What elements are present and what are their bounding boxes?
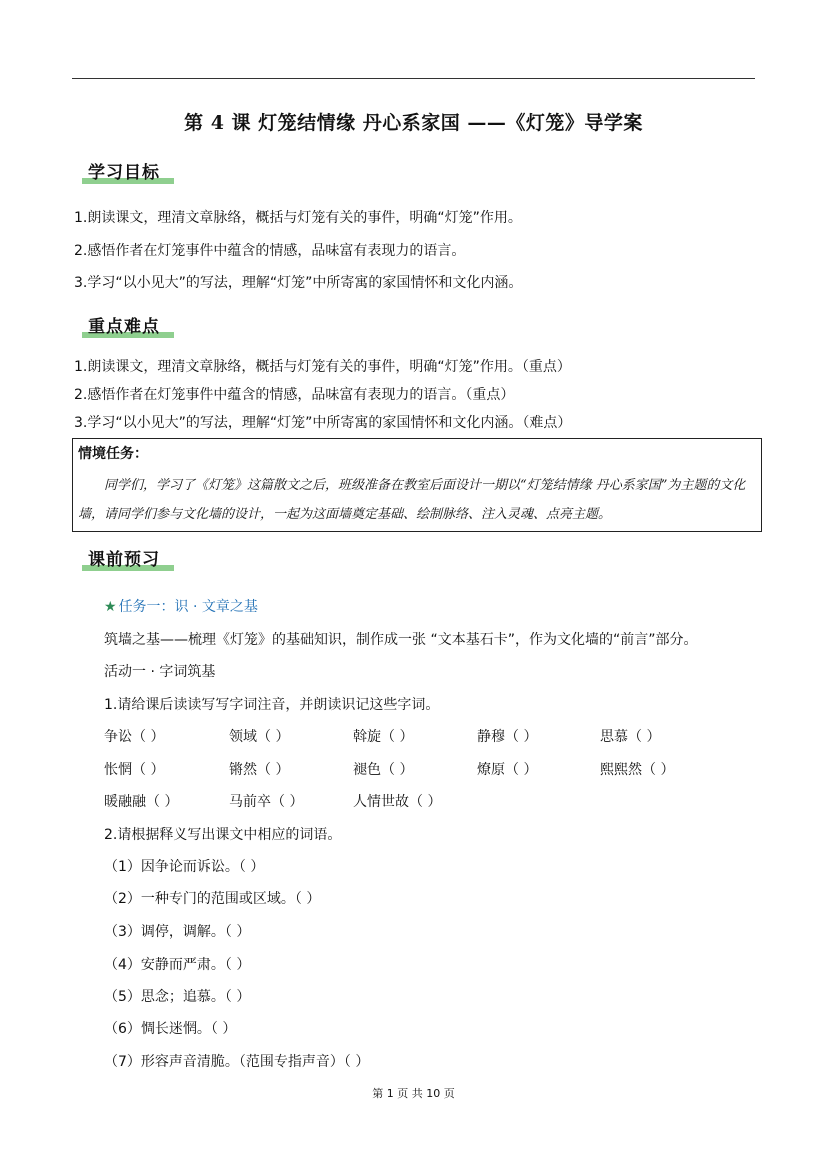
definition-item: （6）惆长迷惘。（ ） [104,1021,237,1037]
key-item: 3.学习“以小见大”的写法，理解“灯笼”中所寄寓的家国情怀和文化内涵。（难点） [74,415,572,431]
definition-item: （1）因争论而诉讼。（ ） [104,859,265,875]
word-item: 燎原（ ） [477,762,538,778]
scenario-task-heading: 情境任务： [78,446,148,462]
question-2: 2.请根据释义写出课文中相应的词语。 [104,827,342,843]
preview-intro: 筑墙之基——梳理《灯笼》的基础知识，制作成一张 “文本基石卡”，作为文化墙的“前言”部分。 [104,632,698,648]
goal-item: 3.学习“以小见大”的写法，理解“灯笼”中所寄寓的家国情怀和文化内涵。 [74,275,523,291]
key-item: 1.朗读课文，理清文章脉络，概括与灯笼有关的事件，明确“灯笼”作用。（重点） [74,359,571,375]
word-item: 静穆（ ） [477,729,538,745]
section-heading: 课前预习 [88,550,160,570]
word-item: 争讼（ ） [104,729,165,745]
header-rule [72,78,755,79]
word-item: 锵然（ ） [229,762,290,778]
activity-title: 活动一 · 字词筑基 [104,664,216,680]
section-heading: 学习目标 [88,163,160,183]
scenario-task-box [72,438,762,532]
goal-item: 2.感悟作者在灯笼事件中蕴含的情感，品味富有表现力的语言。 [74,243,466,259]
task1-line [104,596,258,616]
word-item: 马前卒（ ） [229,794,304,810]
section-heading: 重点难点 [88,317,160,337]
word-item: 领域（ ） [229,729,290,745]
word-item: 思慕（ ） [600,729,661,745]
definition-item: （3）调停，调解。（ ） [104,924,251,940]
word-item: 熙熙然（ ） [600,762,675,778]
word-item: 斡旋（ ） [353,729,414,745]
task1-label: 任务一：识 · 文章之基 [118,599,258,615]
goal-item: 1.朗读课文，理清文章脉络，概括与灯笼有关的事件，明确“灯笼”作用。 [74,210,522,226]
scenario-task-body: 同学们，学习了《灯笼》这篇散文之后，班级准备在教室后面设计一期以“灯笼结情缘 丹心系家国”为主题的文化墙，请同学们参与文化墙的设计，一起为这面墙奠定基础、绘制脉络、注入灵魂、点亮主题。 [78,478,746,522]
definition-item: （5）思念；追慕。（ ） [104,989,251,1005]
word-item: 褪色（ ） [353,762,414,778]
word-item: 怅惘（ ） [104,762,165,778]
definition-item: （7）形容声音清脆。（范围专指声音）（ ） [104,1054,370,1070]
page-title: 第 4 课 灯笼结情缘 丹心系家国 ——《灯笼》导学案 [184,112,643,134]
question-1: 1.请给课后读读写写字词注音，并朗读识记这些字词。 [104,697,440,713]
key-item: 2.感悟作者在灯笼事件中蕴含的情感，品味富有表现力的语言。（重点） [74,387,515,403]
star-icon: ★ [104,599,117,615]
definition-item: （4）安静而严肃。（ ） [104,957,251,973]
definition-item: （2）一种专门的范围或区域。（ ） [104,891,321,907]
page-footer: 第 1 页 共 10 页 [372,1087,455,1100]
word-item: 暖融融（ ） [104,794,179,810]
word-item: 人情世故（ ） [353,794,442,810]
